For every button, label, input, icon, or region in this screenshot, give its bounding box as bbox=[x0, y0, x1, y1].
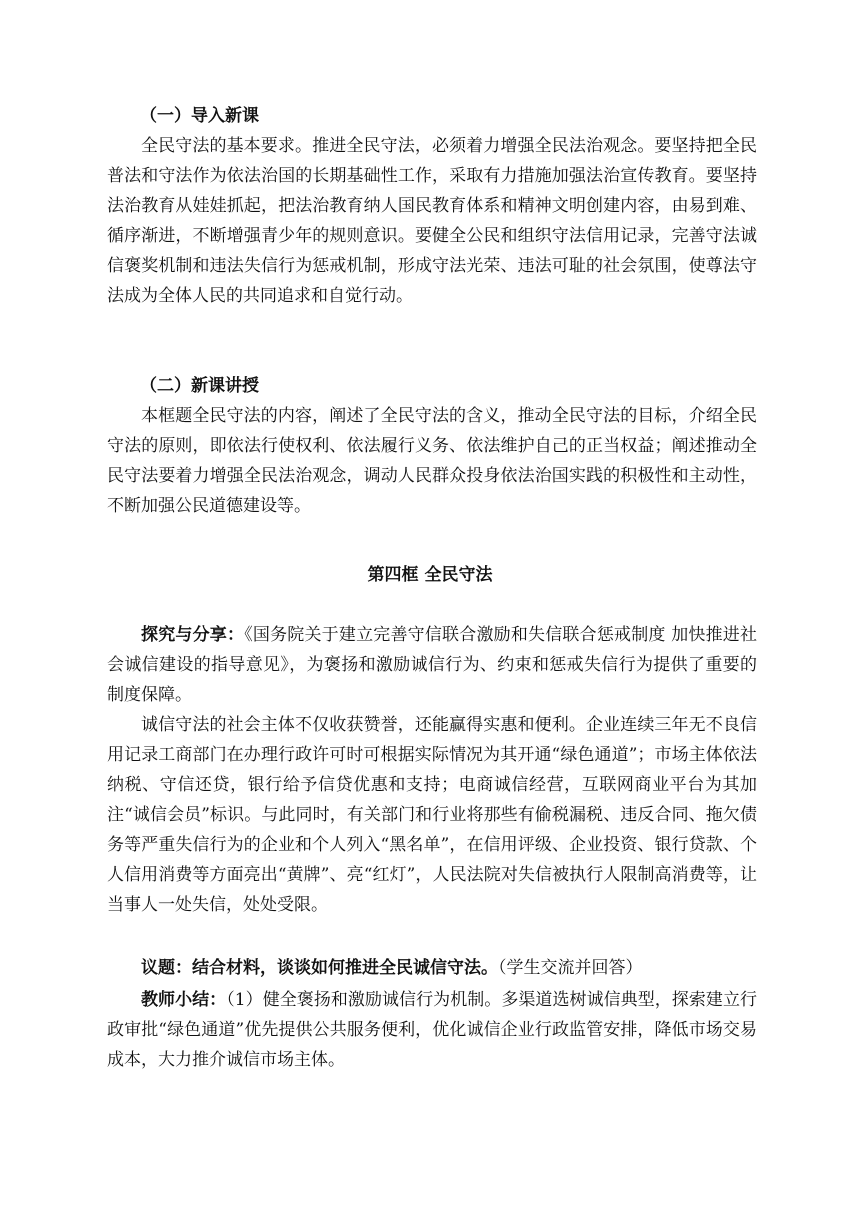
lesson-title: 第四框 全民守法 bbox=[367, 565, 493, 585]
topic-note: （学生交流并回答） bbox=[498, 958, 643, 978]
material-paragraph: 诚信守法的社会主体不仅收获赞誉，还能赢得实惠和便利。企业连续三年无不良信用记录工商部门在办理行政许可时可根据实际情况为其开通“绿色通道”；市场主体依法纳税、守信还贷，银行给予信贷优惠和支持；电商诚信经营，互联网商业平台为其加注“诚信会员”标识。与此同时，有关部门和行业将那些有偷税漏税、违反合同、拖欠债务等严重失信行为的企业和个人列入“黑名单”，在信用评级、企业投资、银行贷款、个人信用消费等方面亮出“黄牌”、亮“红灯”，人民法院对失信被执行人限制高消费等，让当事人一处失信，处处受限。 bbox=[107, 715, 757, 915]
new-lesson-paragraph: 本框题全民守法的内容，阐述了全民守法的含义，推动全民守法的目标，介绍全民守法的原则，即依法行使权利、依法履行义务、依法维护自己的正当权益；阐述推动全民守法要着力增强全民法治观念，调动人民群众投身依法治国实践的积极性和主动性，不断加强公民道德建设等。 bbox=[107, 406, 757, 516]
topic-paragraph bbox=[107, 953, 757, 983]
section-heading-new-lesson: （二）新课讲授 bbox=[140, 376, 259, 396]
section-heading-intro: （一）导入新课 bbox=[140, 106, 259, 126]
teacher-summary-label: 教师小结： bbox=[141, 990, 227, 1010]
teacher-summary-text: （1）健全褒扬和激励诚信行为机制。多渠道选树诚信典型，探索建立行政审批“绿色通道”优先提供公共服务便利，优化诚信企业行政监管安排，降低市场交易成本，大力推介诚信市场主体。 bbox=[107, 990, 757, 1070]
explore-share-paragraph bbox=[107, 620, 757, 710]
intro-paragraph: 全民守法的基本要求。推进全民守法，必须着力增强全民法治观念。要坚持把全民普法和守法作为依法治国的长期基础性工作，采取有力措施加强法治宣传教育。要坚持法治教育从娃娃抓起，把法治教育纳人国民教育体系和精神文明创建内容，由易到难、循序渐进，不断增强青少年的规则意识。要健全公民和组织守法信用记录，完善守法诚信褒奖机制和违法失信行为惩戒机制，形成守法光荣、违法可耻的社会氛围，使尊法守法成为全体人民的共同追求和自觉行动。 bbox=[107, 136, 757, 306]
topic-label: 议题：结合材料，谈谈如何推进全民诚信守法。 bbox=[141, 958, 498, 978]
teacher-summary-paragraph bbox=[107, 985, 757, 1075]
explore-share-text: 《国务院关于建立完善守信联合激励和失信联合惩戒制度 加快推进社会诚信建设的指导意见》，为褒扬和激励诚信行为、约束和惩戒失信行为提供了重要的制度保障。 bbox=[107, 625, 758, 705]
explore-share-label: 探究与分享： bbox=[141, 625, 245, 645]
